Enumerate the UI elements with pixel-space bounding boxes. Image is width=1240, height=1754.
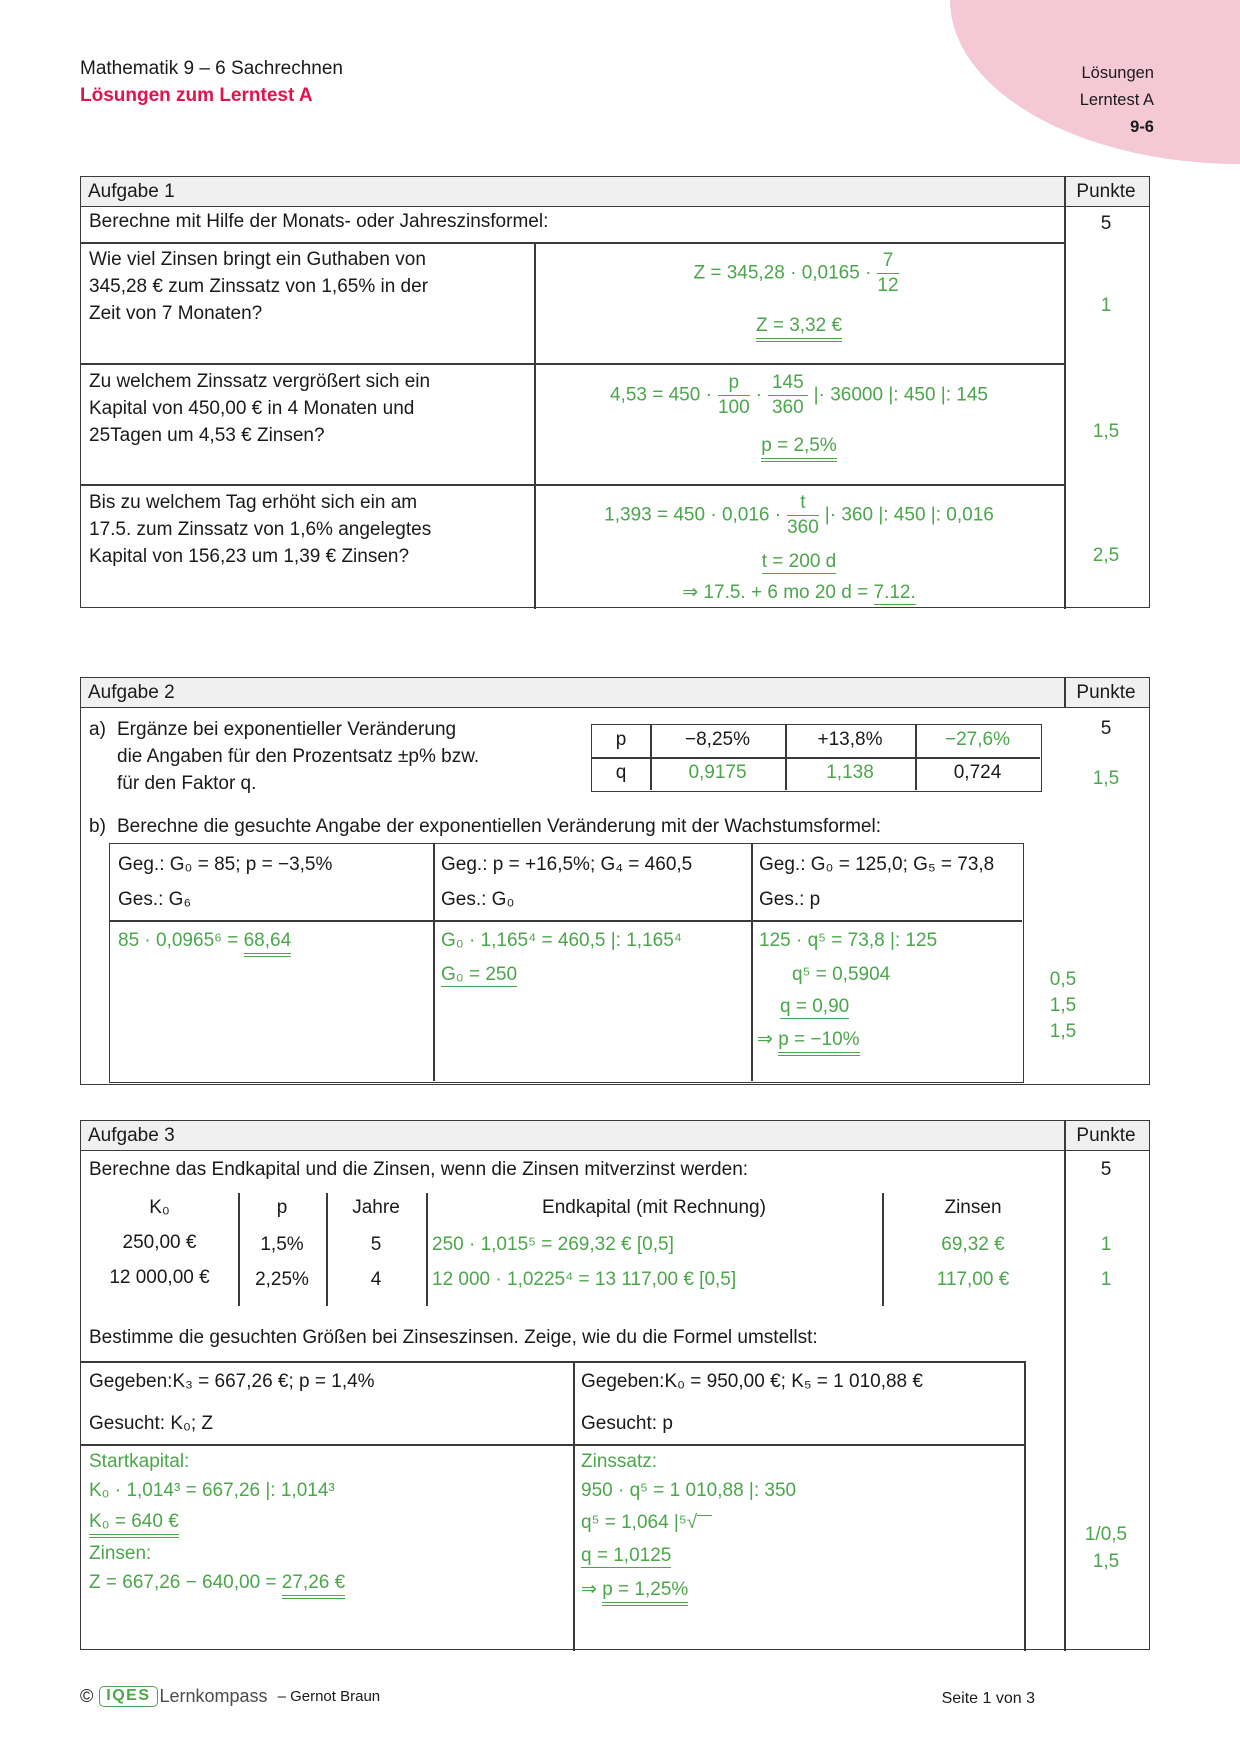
author-name: – Gernot Braun	[277, 1688, 381, 1705]
solution-label: Zinssatz:	[581, 1451, 658, 1472]
question-text: Kapital von 450,00 € in 4 Monaten und	[89, 398, 415, 419]
points-value: 1,5	[1092, 768, 1120, 789]
sought-text: Gesucht: K₀; Z	[89, 1413, 214, 1434]
fraction-numerator: 145	[768, 373, 808, 396]
fraction	[768, 373, 808, 418]
row-divider	[81, 363, 1064, 365]
table-cell: 4	[370, 1269, 382, 1290]
solution-label: Zinsen:	[89, 1543, 152, 1564]
formula-text: |· 36000 |: 450 |: 145	[813, 384, 988, 406]
solution-formula	[535, 493, 1063, 538]
table-cell-solution: 117,00 €	[936, 1269, 1010, 1290]
solution-result	[89, 1572, 345, 1594]
table-border	[1024, 1361, 1026, 1651]
fraction-numerator: 7	[877, 251, 898, 274]
points-value: 1	[1100, 1269, 1112, 1290]
task-1-section	[80, 176, 1150, 608]
task-3-header	[81, 1121, 1149, 1151]
solution-conclusion	[535, 581, 1063, 604]
given-text: Gegeben:K₀ = 950,00 €; K₅ = 1 010,88 €	[581, 1371, 923, 1392]
brand-name: Lernkompass	[159, 1686, 268, 1706]
table-header-endkapital: Endkapital (mit Rechnung)	[542, 1197, 766, 1218]
fraction-denominator: 100	[717, 396, 750, 418]
given-text: Geg.: p = +16,5%; G₄ = 460,5	[441, 854, 693, 875]
pq-cell: 0,724	[953, 762, 1002, 783]
part-b-text: Berechne die gesuchte Angabe der exponentiellen Veränderung mit der Wachstumsformel:	[117, 816, 881, 837]
question-text: 25Tagen um 4,53 € Zinsen?	[89, 425, 325, 446]
result-text: p = 2,5%	[761, 435, 837, 462]
points-value: 5	[1100, 213, 1112, 234]
pq-row-label: p	[615, 729, 627, 750]
document-title: Lösungen zum Lerntest A	[80, 85, 313, 106]
table-cell: 250,00 €	[122, 1232, 197, 1253]
row-divider	[81, 484, 1064, 486]
result-text: 68,64	[244, 930, 292, 957]
points-value: 0,5	[1049, 969, 1077, 990]
part-a-text: die Angaben für den Prozentsatz ±p% bzw.	[117, 746, 480, 767]
pq-cell: −8,25%	[685, 729, 750, 750]
formula-text: ⇒ 17.5. + 6 mo 20 d =	[682, 582, 874, 603]
solution-formula: 950 · q⁵ = 1 010,88 |: 350	[581, 1480, 797, 1501]
solution-formula	[535, 373, 1063, 418]
corner-label	[1080, 60, 1154, 141]
table-cell: 12 000,00 €	[109, 1267, 210, 1288]
pq-cell: −27,6%	[945, 729, 1010, 750]
task-3-title: Aufgabe 3	[88, 1125, 175, 1146]
task-3-section	[80, 1120, 1150, 1650]
solution-result	[535, 315, 1063, 337]
question-text: Bis zu welchem Tag erhöht sich ein am	[89, 492, 418, 513]
task-1-title: Aufgabe 1	[88, 181, 175, 202]
fraction	[718, 373, 750, 418]
row-divider	[81, 1444, 1024, 1446]
solution-label: Startkapital:	[89, 1451, 190, 1472]
column-divider	[433, 844, 435, 1081]
task-2-header	[81, 678, 1149, 708]
table-header-k0: K₀	[149, 1197, 170, 1218]
table-header-jahre: Jahre	[352, 1197, 400, 1218]
fraction	[787, 493, 819, 538]
corner-line-3: 9-6	[1130, 118, 1154, 136]
formula-text: Z = 667,26 − 640,00 =	[89, 1572, 282, 1593]
question-text: 345,28 € zum Zinssatz von 1,65% in der	[89, 276, 429, 297]
question-text: 17.5. zum Zinssatz von 1,6% angelegtes	[89, 519, 432, 540]
table-cell: 2,25%	[255, 1269, 309, 1290]
row-divider	[81, 242, 1064, 244]
solution-formula: G₀ · 1,165⁴ = 460,5 |: 1,165⁴	[441, 930, 682, 951]
fraction	[877, 251, 898, 296]
formula-text: q⁵ = 1,064 |	[581, 1512, 679, 1533]
result-text: p = −10%	[778, 1029, 859, 1056]
points-value: 1/0,5	[1084, 1524, 1128, 1545]
footer	[80, 1686, 380, 1707]
question-text: Zeit von 7 Monaten?	[89, 303, 263, 324]
question-text: Wie viel Zinsen bringt ein Guthaben von	[89, 249, 426, 270]
page-number: Seite 1 von 3	[941, 1690, 1035, 1707]
part-a-text: Ergänze bei exponentieller Veränderung	[117, 719, 457, 740]
points-value: 1,5	[1092, 421, 1120, 442]
points-value: 1,5	[1049, 995, 1077, 1016]
copyright-icon: ©	[80, 1686, 94, 1706]
task-3-intro: Berechne das Endkapital und die Zinsen, wenn die Zinsen mitverzinst werden:	[89, 1159, 749, 1180]
result-text: 7.12.	[873, 582, 916, 603]
formula-text: 4,53 = 450 ·	[609, 384, 712, 406]
points-value: 1,5	[1092, 1551, 1120, 1572]
task-1-intro: Berechne mit Hilfe der Monats- oder Jahreszinsformel:	[89, 211, 549, 232]
course-title: Mathematik 9 – 6 Sachrechnen	[80, 58, 343, 79]
points-value: 5	[1100, 1159, 1112, 1180]
solution-result	[581, 1545, 671, 1567]
given-text: Gegeben:K₃ = 667,26 €; p = 1,4%	[89, 1371, 375, 1392]
solution-formula: K₀ · 1,014³ = 667,26 |: 1,014³	[89, 1480, 335, 1501]
formula-text: 85 · 0,0965⁶ =	[118, 930, 244, 951]
formula-text: ⇒	[581, 1579, 603, 1600]
result-text: G₀ = 250	[441, 964, 518, 985]
root-vinculum	[697, 1515, 712, 1529]
solution-result	[780, 996, 849, 1018]
solution-formula	[581, 1512, 712, 1534]
formula-text: |· 360 |: 450 |: 0,016	[824, 504, 994, 526]
fraction-numerator: p	[718, 373, 750, 396]
task-2-title: Aufgabe 2	[88, 682, 175, 703]
punkte-header-2: Punkte	[1076, 682, 1136, 703]
fraction-denominator: 360	[771, 396, 804, 418]
formula-text: ⇒	[757, 1029, 779, 1050]
solution-formula	[118, 930, 291, 952]
pq-row-label: q	[615, 762, 627, 783]
punkte-header-3: Punkte	[1076, 1125, 1136, 1146]
row-divider	[110, 920, 1022, 922]
solution-result	[441, 964, 517, 986]
growth-problems-table	[109, 843, 1024, 1083]
result-text: Z = 3,32 €	[756, 315, 842, 342]
given-text: Geg.: G₀ = 85; p = −3,5%	[118, 854, 333, 875]
sought-text: Gesucht: p	[581, 1413, 673, 1434]
solution-conclusion	[757, 1028, 860, 1051]
part-b-label: b)	[89, 816, 106, 837]
solution-result	[535, 551, 1063, 573]
result-text: 27,26 €	[282, 1572, 345, 1599]
punkte-header-1: Punkte	[1076, 181, 1136, 202]
points-value: 1	[1100, 295, 1112, 316]
pq-cell: 0,9175	[688, 762, 747, 783]
sought-text: Ges.: G₆	[118, 889, 192, 910]
given-text: Geg.: G₀ = 125,0; G₅ = 73,8	[759, 854, 995, 875]
question-text: Kapital von 156,23 um 1,39 € Zinsen?	[89, 546, 410, 567]
solution-conclusion	[581, 1578, 688, 1601]
table-border	[81, 1361, 1024, 1363]
fraction-denominator: 360	[787, 516, 819, 538]
column-divider	[751, 844, 753, 1081]
points-divider-2	[1064, 678, 1066, 708]
table-header-zinsen: Zinsen	[944, 1197, 1002, 1218]
corner-line-2: Lerntest A	[1079, 91, 1154, 109]
table-header-p: p	[276, 1197, 288, 1218]
table-cell: 1,5%	[260, 1234, 304, 1255]
task-3-mid-instruction: Bestimme die gesuchten Größen bei Zinseszinsen. Zeige, wie du die Formel umstellst:	[89, 1327, 818, 1348]
points-value: 5	[1100, 718, 1112, 739]
part-a-label: a)	[89, 719, 106, 740]
task-2-section	[80, 677, 1150, 1085]
percent-factor-table	[591, 724, 1042, 792]
points-value: 1	[1100, 1234, 1112, 1255]
formula-text: Z = 345,28 · 0,0165 ·	[693, 262, 872, 284]
task-1-header	[81, 177, 1149, 207]
root-symbol: ⁵√	[678, 1512, 698, 1533]
sought-text: Ges.: G₀	[441, 889, 515, 910]
result-text: p = 1,25%	[602, 1579, 688, 1606]
pq-cell: 1,138	[826, 762, 874, 783]
iqes-logo: IQES	[99, 1686, 157, 1707]
column-divider	[573, 1361, 575, 1651]
table-cell-solution: 250 · 1,015⁵ = 269,32 € [0,5]	[432, 1234, 674, 1255]
question-text: Zu welchem Zinssatz vergrößert sich ein	[89, 371, 431, 392]
points-value: 1,5	[1049, 1021, 1077, 1042]
solution-result	[535, 435, 1063, 457]
part-a-text: für den Faktor q.	[117, 773, 257, 794]
points-value: 2,5	[1092, 545, 1120, 566]
fraction-denominator: 12	[877, 274, 899, 296]
solution-result	[89, 1511, 179, 1533]
solution-formula	[535, 251, 1063, 296]
formula-text: ·	[755, 384, 762, 406]
result-text: K₀ = 640 €	[89, 1511, 179, 1538]
pq-cell: +13,8%	[817, 729, 883, 750]
result-text: q = 1,0125	[581, 1545, 672, 1566]
solution-formula: 125 · q⁵ = 73,8 |: 125	[759, 930, 938, 951]
fraction-numerator: t	[787, 493, 819, 516]
corner-line-1: Lösungen	[1081, 64, 1154, 82]
table-cell-solution: 69,32 €	[941, 1234, 1005, 1255]
result-text: q = 0,90	[780, 996, 850, 1017]
row-divider	[592, 757, 1040, 759]
formula-text: 1,393 = 450 · 0,016 ·	[604, 504, 782, 526]
sought-text: Ges.: p	[759, 889, 821, 910]
table-cell: 5	[370, 1234, 382, 1255]
table-cell-solution: 12 000 · 1,0225⁴ = 13 117,00 € [0,5]	[432, 1269, 737, 1290]
solution-formula: q⁵ = 0,5904	[792, 964, 891, 985]
result-text: t = 200 d	[761, 551, 837, 572]
